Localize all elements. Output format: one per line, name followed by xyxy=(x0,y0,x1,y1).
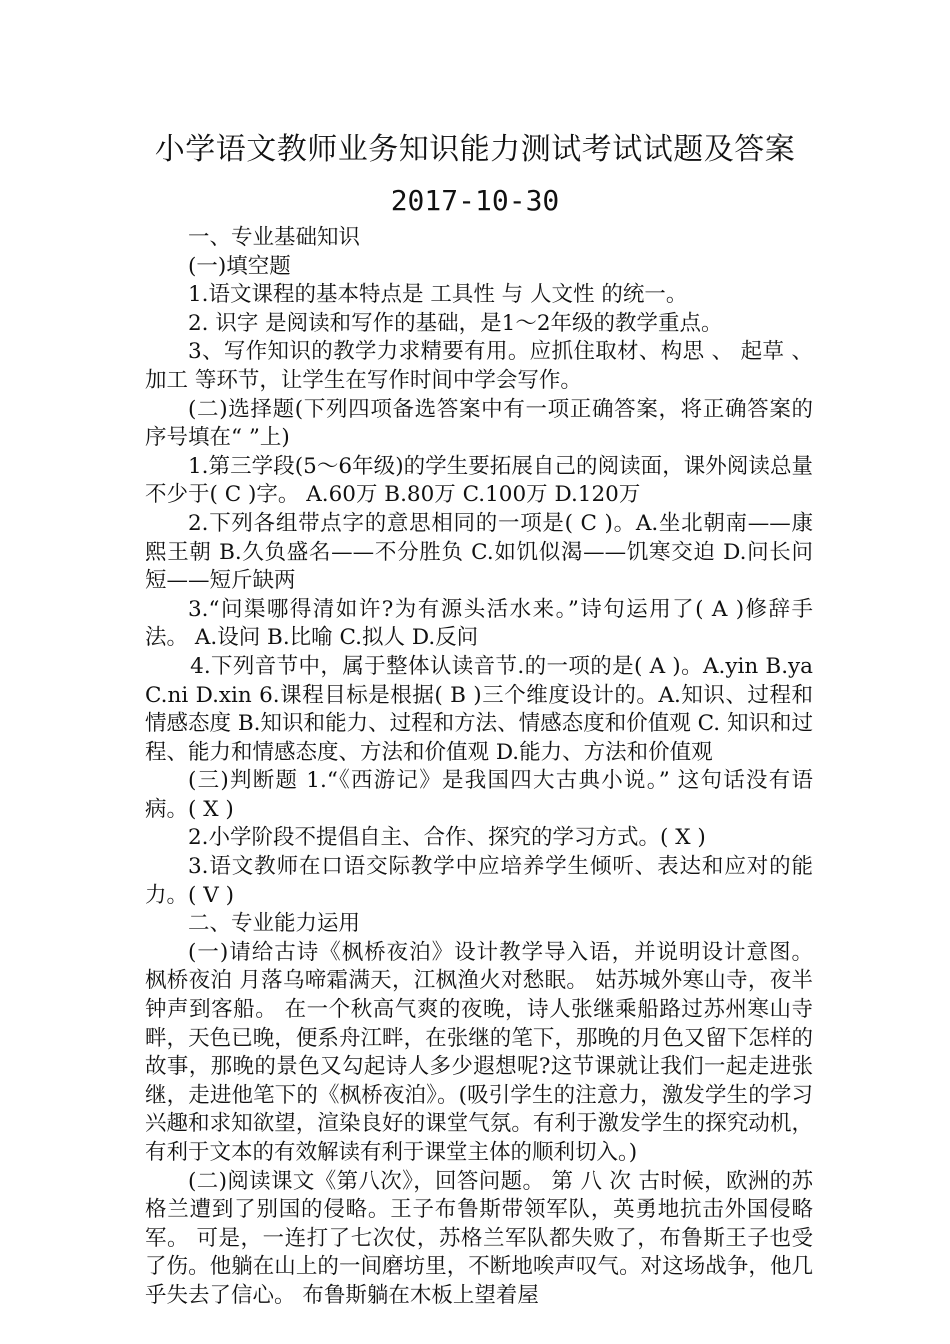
subsection-heading-choice: (二)选择题(下列四项备选答案中有一项正确答案，将正确答案的序号填在“ ”上) xyxy=(145,396,813,451)
subsection-heading-judgement: (三)判断题 1.“《西游记》是我国四大古典小说。” 这句话没有语病。( X ) xyxy=(145,768,813,822)
document-body xyxy=(145,224,813,1311)
paragraph: 2.小学阶段不提倡自主、合作、探究的学习方式。( X ) xyxy=(188,825,706,851)
section-heading-1: 一、专业基础知识 xyxy=(188,225,361,250)
paragraph: (一)请给古诗《枫桥夜泊》设计教学导入语，并说明设计意图。 枫桥夜泊 月落乌啼霜满天，江枫渔火对愁眠。 姑苏城外寒山寺，夜半钟声到客船。 在一个秋高气爽的夜晚，诗人张继乘船路过苏州寒山寺畔，天色已晚，便系舟江畔，在张继的笔下，那晚的月色又留下怎样的故事，那晚的景色又勾起诗人多少遐想呢?这节课就让我们一起走进张继，走进他笔下的《枫桥夜泊》。(吸引学生的注意力，激发学生的学习兴趣和求知欲望，渲染良好的课堂气氛。有利于激发学生的探究动机，有利于文本的有效解读有利于课堂主体的顺利切入。) xyxy=(145,939,813,1165)
paragraph: 3.语文教师在口语交际教学中应培养学生倾听、表达和应对的能力。( V ) xyxy=(145,854,813,908)
paragraph: 4.下列音节中，属于整体认读音节.的一项的是( A )。A.yin B.ya C.ni D.xin 6.课程目标是根据( B )三个维度设计的。A.知识、过程和情感态度 B.知识和能力、过程和方法、情感态度和价值观 C. 知识和过程、能力和情感态度、方法和价值观 D.能力、方法和价值观 xyxy=(145,653,813,765)
paragraph: 3、写作知识的教学力求精要有用。应抓住取材、构思 、 起草 、 加工 等环节，让学生在写作时间中学会写作。 xyxy=(145,339,813,393)
paragraph: 1.语文课程的基本特点是 工具性 与 人文性 的统一。 xyxy=(188,282,688,308)
paragraph: 1.第三学段(5～6年级)的学生要拓展自己的阅读面，课外阅读总量不少于( C )字。 A.60万 B.80万 C.100万 D.120万 xyxy=(145,453,813,508)
document-title: 小学语文教师业务知识能力测试考试试题及答案 xyxy=(154,132,796,167)
paragraph: (二)阅读课文《第八次》，回答问题。 第 八 次 古时候，欧洲的苏格兰遭到了别国的侵略。王子布鲁斯带领军队，英勇地抗击外国侵略军。 可是，一连打了七次仗，苏格兰军队都失败了，布鲁斯王子也受了伤。他躺在山上的一间磨坊里，不断地唉声叹气。对这场战争，他几乎失去了信心。 布鲁斯躺在木板上望着屋 xyxy=(145,1168,813,1308)
section-heading-2: 二、专业能力运用 xyxy=(188,911,361,937)
paragraph: 3.“问渠哪得清如许?为有源头活水来。”诗句运用了( A )修辞手法。 A.设问 B.比喻 C.拟人 D.反问 xyxy=(145,596,813,651)
document-date: 2017-10-30 xyxy=(390,184,560,217)
subsection-heading-fill-blank: (一)填空题 xyxy=(188,253,291,279)
paragraph: 2.下列各组带点字的意思相同的一项是( C )。A.坐北朝南——康熙王朝 B.久负盛名——不分胜负 C.如饥似渴——饥寒交迫 D.问长问短——短斤缺两 xyxy=(145,510,813,594)
paragraph: 2. 识字 是阅读和写作的基础，是1～2年级的教学重点。 xyxy=(188,310,723,336)
